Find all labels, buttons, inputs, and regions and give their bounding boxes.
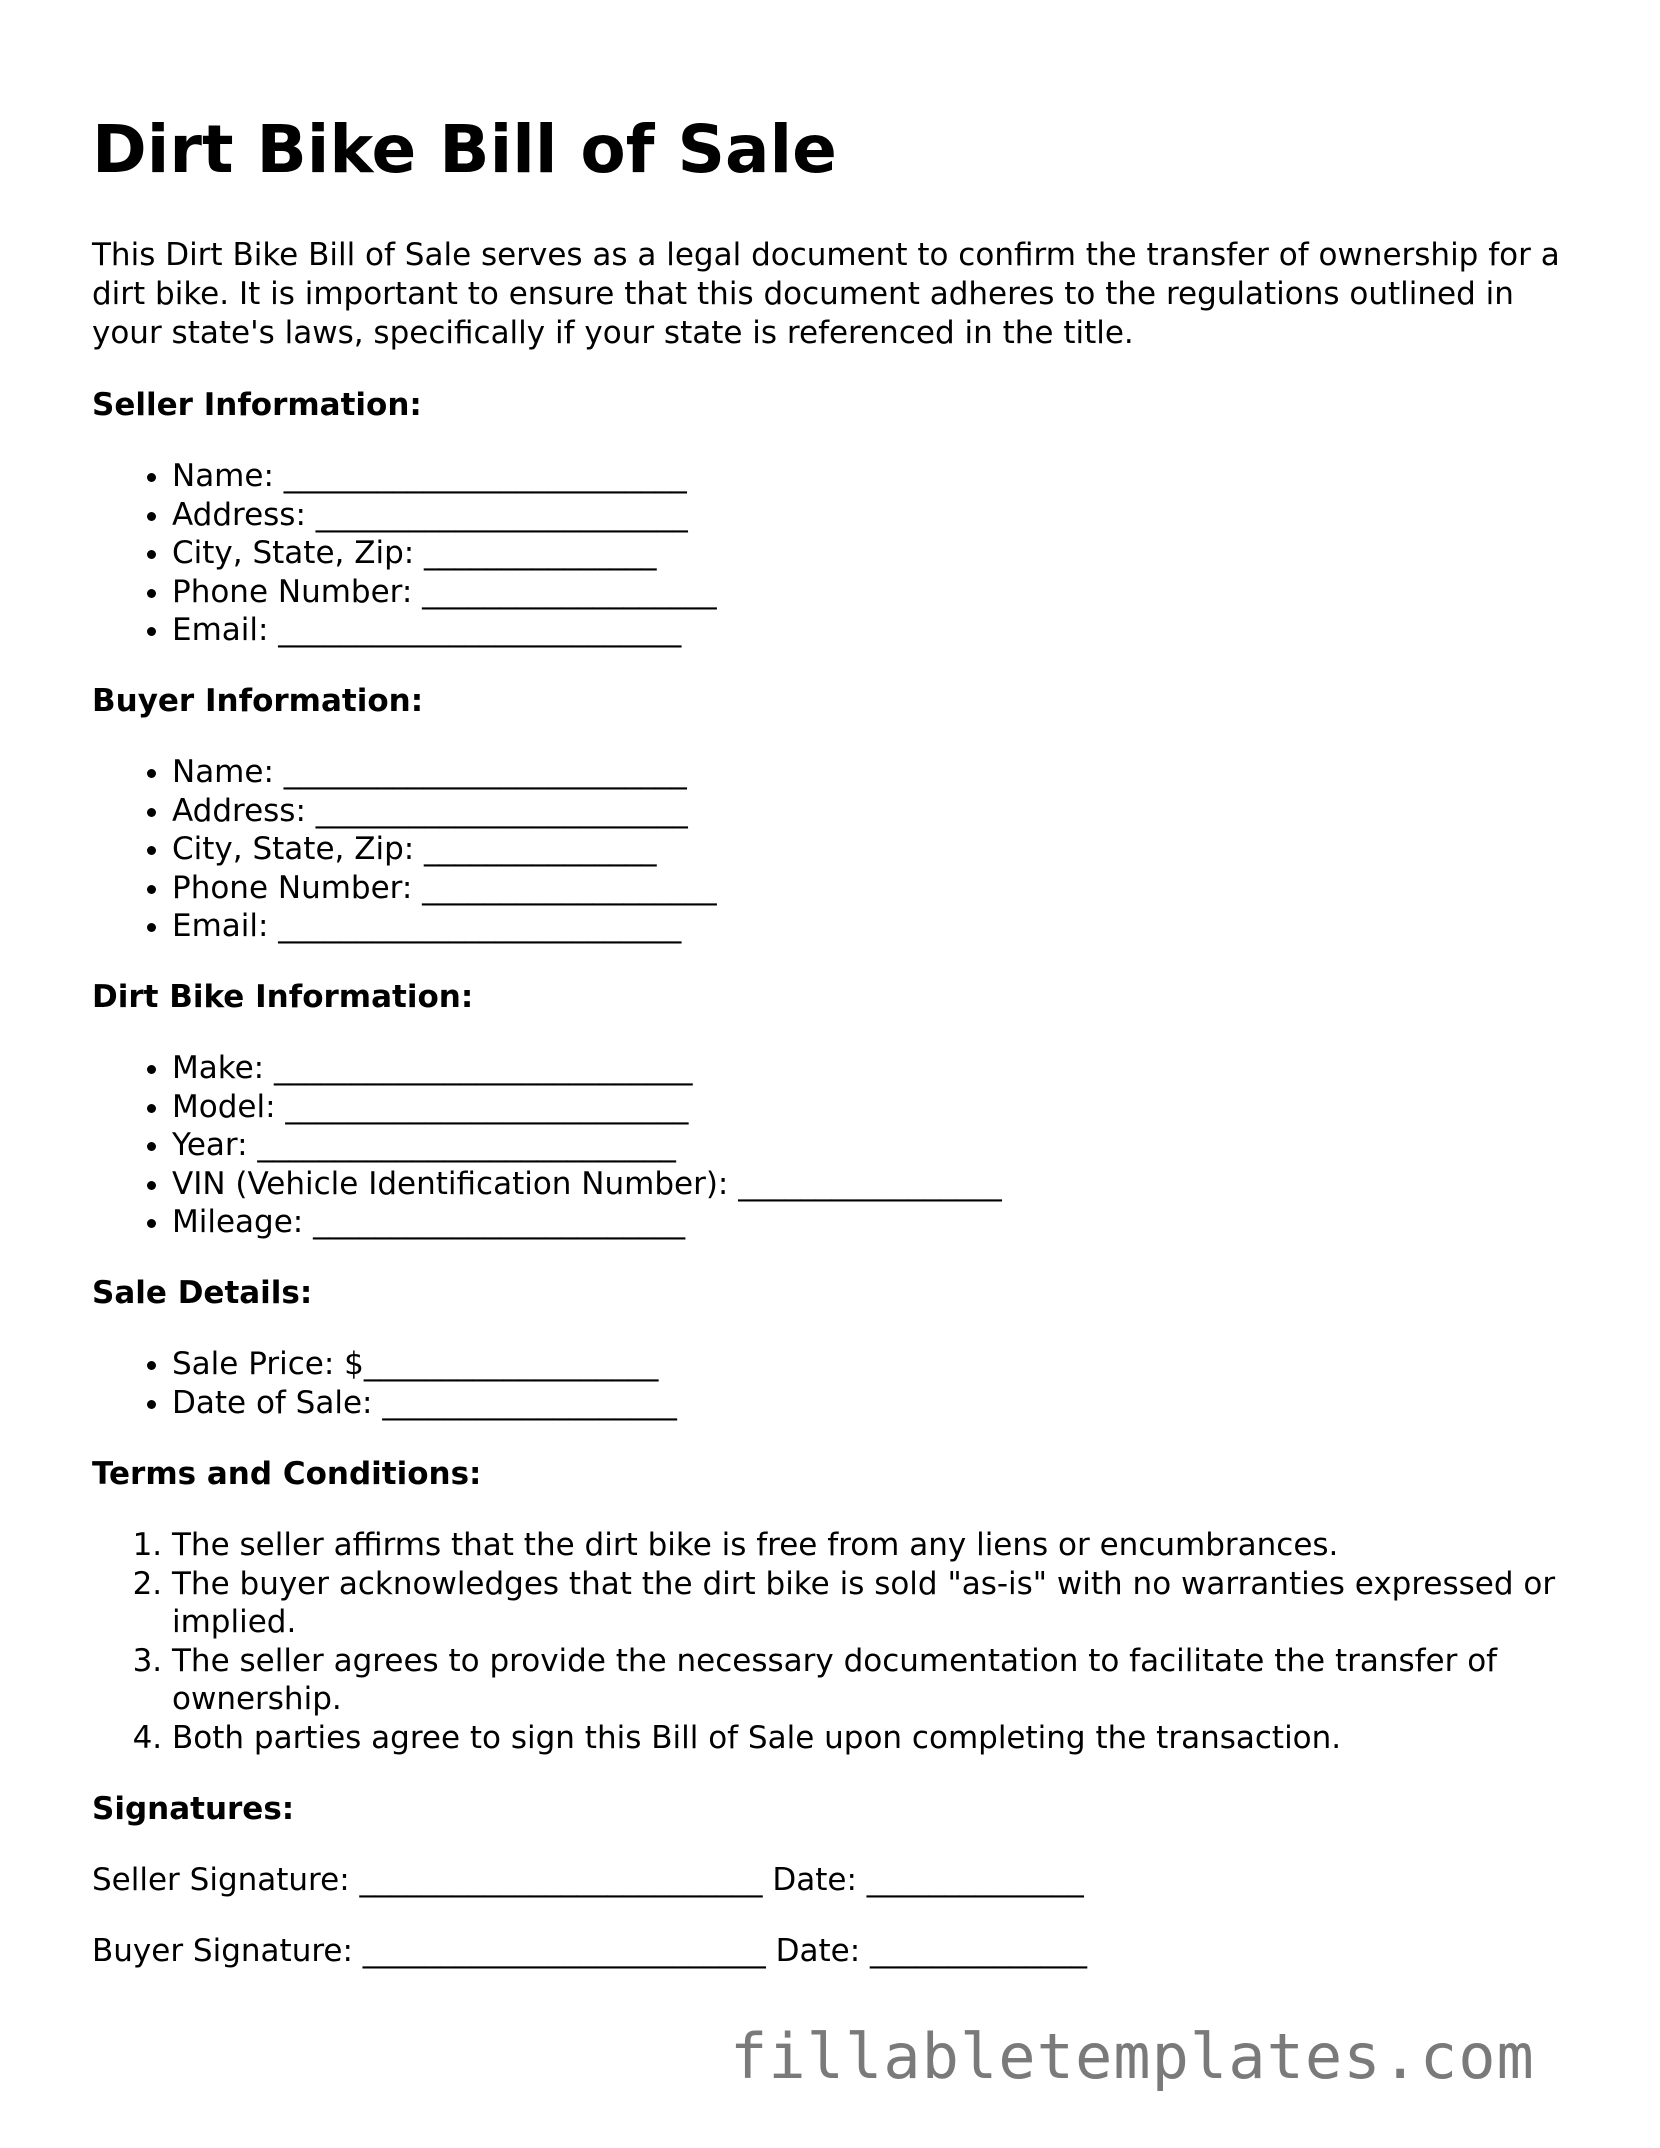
intro-paragraph: This Dirt Bike Bill of Sale serves as a legal document to confirm the transfer of ownership for a dirt bike. It is important to ensure that this document adheres to the regulations outlined in your state's laws, specifically if your state is referenced in the title. (92, 237, 1560, 351)
sale-date-field[interactable]: • Date of Sale: ___________________ (172, 1384, 677, 1423)
term-item: 1. The seller affirms that the dirt bike is free from any liens or encumbrances. (172, 1526, 1592, 1565)
term-item: 4. Both parties agree to sign this Bill of Sale upon completing the transaction. (172, 1719, 1592, 1758)
buyer-phone-field[interactable]: • Phone Number: ___________________ (172, 869, 717, 908)
terms-list (92, 1526, 1592, 1758)
bike-mileage-field[interactable]: • Mileage: ________________________ (172, 1203, 1002, 1242)
signatures-heading: Signatures: (92, 1791, 295, 1827)
buyer-address-field[interactable]: • Address: ________________________ (172, 792, 717, 831)
document-title: Dirt Bike Bill of Sale (92, 111, 837, 188)
sale-price-field[interactable]: • Sale Price: $___________________ (172, 1345, 677, 1384)
seller-fields (92, 457, 717, 650)
seller-signature-line[interactable]: Seller Signature: __________________________ Date: ______________ (92, 1862, 1084, 1898)
bike-model-field[interactable]: • Model: __________________________ (172, 1088, 1002, 1127)
seller-city-state-zip-field[interactable]: • City, State, Zip: _______________ (172, 534, 717, 573)
term-item: 3. The seller agrees to provide the necessary documentation to facilitate the transfer of ownership. (172, 1642, 1592, 1719)
buyer-signature-line[interactable]: Buyer Signature: __________________________ Date: ______________ (92, 1933, 1088, 1969)
bike-make-field[interactable]: • Make: ___________________________ (172, 1049, 1002, 1088)
terms-heading: Terms and Conditions: (92, 1456, 482, 1492)
buyer-heading: Buyer Information: (92, 683, 424, 719)
bike-heading: Dirt Bike Information: (92, 979, 474, 1015)
bike-year-field[interactable]: • Year: ___________________________ (172, 1126, 1002, 1165)
seller-email-field[interactable]: • Email: __________________________ (172, 611, 717, 650)
buyer-fields (92, 753, 717, 946)
seller-address-field[interactable]: • Address: ________________________ (172, 496, 717, 535)
sale-heading: Sale Details: (92, 1275, 313, 1311)
buyer-city-state-zip-field[interactable]: • City, State, Zip: _______________ (172, 830, 717, 869)
buyer-email-field[interactable]: • Email: __________________________ (172, 907, 717, 946)
buyer-name-field[interactable]: • Name: __________________________ (172, 753, 717, 792)
watermark-text: fillabletemplates.com (730, 2020, 1535, 2093)
bike-vin-field[interactable]: • VIN (Vehicle Identification Number): _________________ (172, 1165, 1002, 1204)
seller-phone-field[interactable]: • Phone Number: ___________________ (172, 573, 717, 612)
seller-heading: Seller Information: (92, 387, 422, 423)
seller-name-field[interactable]: • Name: __________________________ (172, 457, 717, 496)
term-item: 2. The buyer acknowledges that the dirt bike is sold "as-is" with no warranties expressed or implied. (172, 1565, 1592, 1642)
sale-fields (92, 1345, 677, 1422)
bike-fields (92, 1049, 1002, 1242)
